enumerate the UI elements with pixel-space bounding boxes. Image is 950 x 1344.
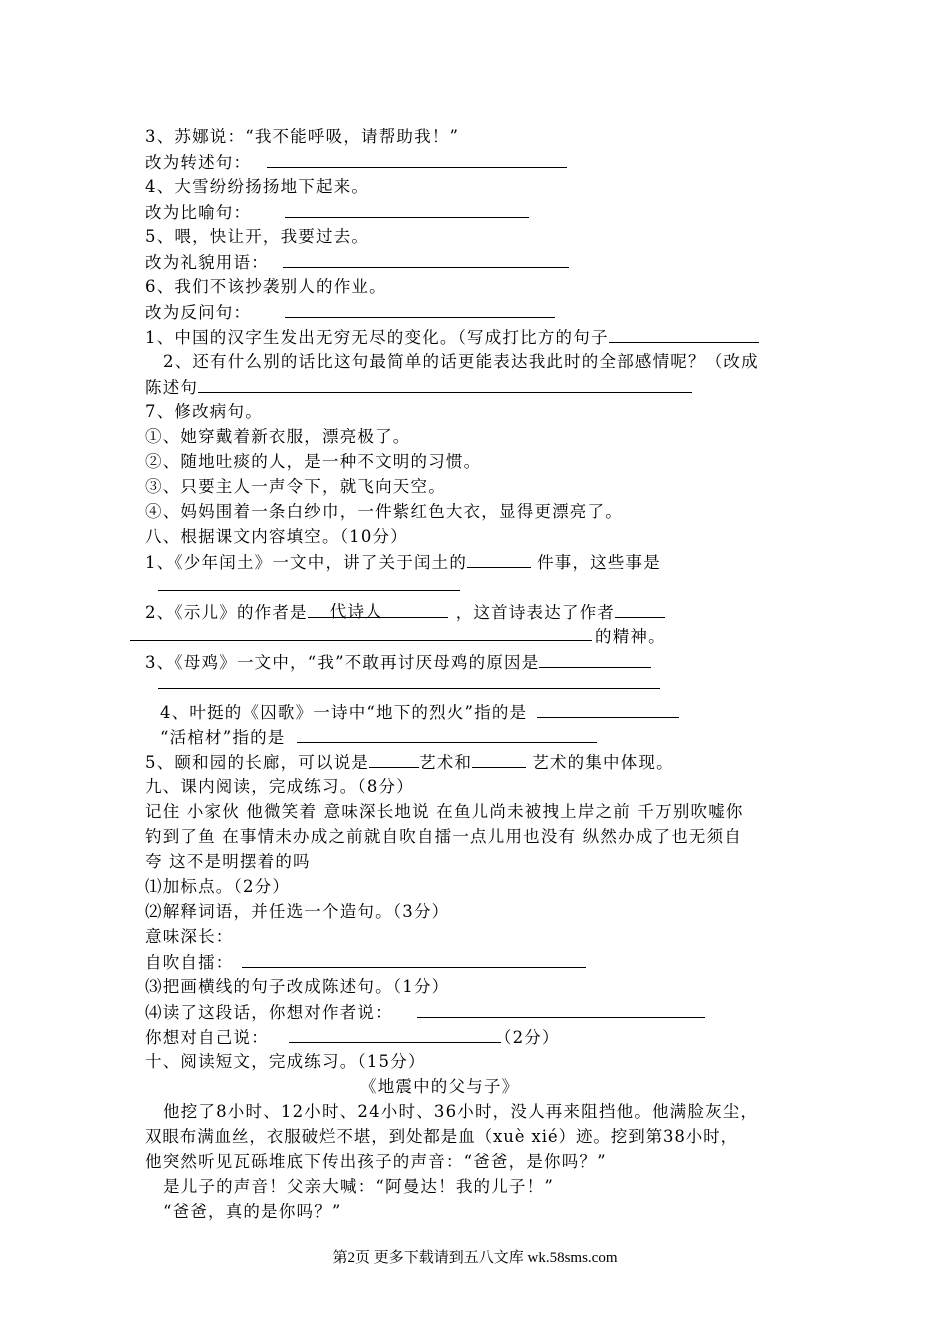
fill-2-end: 的精神。 — [595, 627, 666, 646]
term-1: 意味深长： — [145, 927, 234, 946]
task-3: ⑶把画横线的句子改成陈述句。（1分） — [145, 977, 450, 996]
fill-4: 4、叶挺的《囚歌》一诗中“地下的烈火”指的是 — [160, 700, 679, 725]
rewrite-polite: 改为礼貌用语： — [145, 250, 569, 275]
question-6: 6、我们不该抄袭别人的作业。 — [145, 277, 387, 296]
question-metaphor: 1、中国的汉字生发出无穷无尽的变化。（写成打比方的句子 — [145, 325, 759, 350]
fill-3-line — [158, 688, 660, 689]
fill-1: 1、《少年闰土》一文中，讲了关于闰土的 件事，这些事是 — [145, 550, 661, 575]
section-8-heading: 八、根据课文内容填空。（10分） — [145, 527, 408, 546]
rewrite-indirect: 改为转述句： — [145, 150, 567, 175]
page-footer: 第2页 更多下载请到五八文库 wk.58sms.com — [332, 1250, 618, 1266]
article-para-5: “爸爸，真的是你吗？” — [163, 1202, 342, 1221]
declarative-answer: 陈述句 — [145, 375, 692, 400]
rewrite-rhetorical: 改为反问句： — [145, 300, 555, 325]
fill-2: 2、《示儿》的作者是 代诗人 ，这首诗表达了作者 — [145, 600, 665, 625]
fill-5: 5、颐和园的长廊，可以说是 艺术和 艺术的集中体现。 — [145, 750, 674, 775]
section-10-heading: 十、阅读短文，完成练习。（15分） — [145, 1052, 426, 1071]
question-4: 4、大雪纷纷扬扬地下起来。 — [145, 177, 370, 196]
sentence-1: ①、她穿戴着新衣服，漂亮极了。 — [145, 427, 411, 446]
question-5: 5、喂，快让开，我要过去。 — [145, 227, 370, 246]
fill-1-line — [158, 590, 460, 591]
question-7: 7、修改病句。 — [145, 402, 263, 421]
sentence-4: ④、妈妈围着一条白纱巾，一件紫红色大衣，显得更漂亮了。 — [145, 502, 623, 521]
question-declarative: 2、还有什么别的话比这句最简单的话更能表达我此时的全部感情呢？（改成 — [163, 352, 759, 371]
passage-line-1: 记住 小家伙 他微笑着 意味深长地说 在鱼儿尚未被拽上岸之前 千万别吹嘘你 — [145, 802, 744, 821]
rewrite-simile: 改为比喻句： — [145, 200, 529, 225]
task-1: ⑴加标点。（2分） — [145, 877, 291, 896]
question-3: 3、苏娜说：“我不能呼吸，请帮助我！” — [145, 127, 460, 146]
article-para-1: 他挖了8小时、12小时、24小时、36小时，没人再来阻挡他。他满脸灰尘， — [163, 1102, 759, 1121]
fill-3: 3、《母鸡》一文中，“我”不敢再讨厌母鸡的原因是 — [145, 650, 651, 675]
term-2: 自吹自擂： — [145, 950, 586, 975]
fill-4b: “活棺材”指的是 — [160, 725, 597, 750]
article-title: 《地震中的父与子》 — [360, 1077, 520, 1096]
task-4: ⑷读了这段话，你想对作者说： — [145, 1000, 705, 1025]
article-para-3: 他突然听见瓦砾堆底下传出孩子的声音：“爸爸，是你吗？” — [145, 1152, 607, 1171]
task-2: ⑵解释词语，并任选一个造句。（3分） — [145, 902, 450, 921]
section-9-heading: 九、课内阅读，完成练习。（8分） — [145, 777, 414, 796]
passage-line-2: 钓到了鱼 在事情未办成之前就自吹自擂一点儿用也没有 纵然办成了也无须自 — [145, 827, 742, 846]
task-4b: 你想对自己说： （2分） — [145, 1025, 560, 1050]
sentence-3: ③、只要主人一声令下，就飞向天空。 — [145, 477, 446, 496]
article-para-4: 是儿子的声音！父亲大喊：“阿曼达！我的儿子！” — [163, 1177, 554, 1196]
sentence-2: ②、随地吐痰的人，是一种不文明的习惯。 — [145, 452, 482, 471]
fill-2-line — [130, 640, 592, 641]
passage-line-3: 夸 这不是明摆着的吗 — [145, 852, 311, 871]
article-para-2: 双眼布满血丝，衣服破烂不堪，到处都是血（xuè xié）迹。挖到第38小时， — [145, 1127, 738, 1146]
